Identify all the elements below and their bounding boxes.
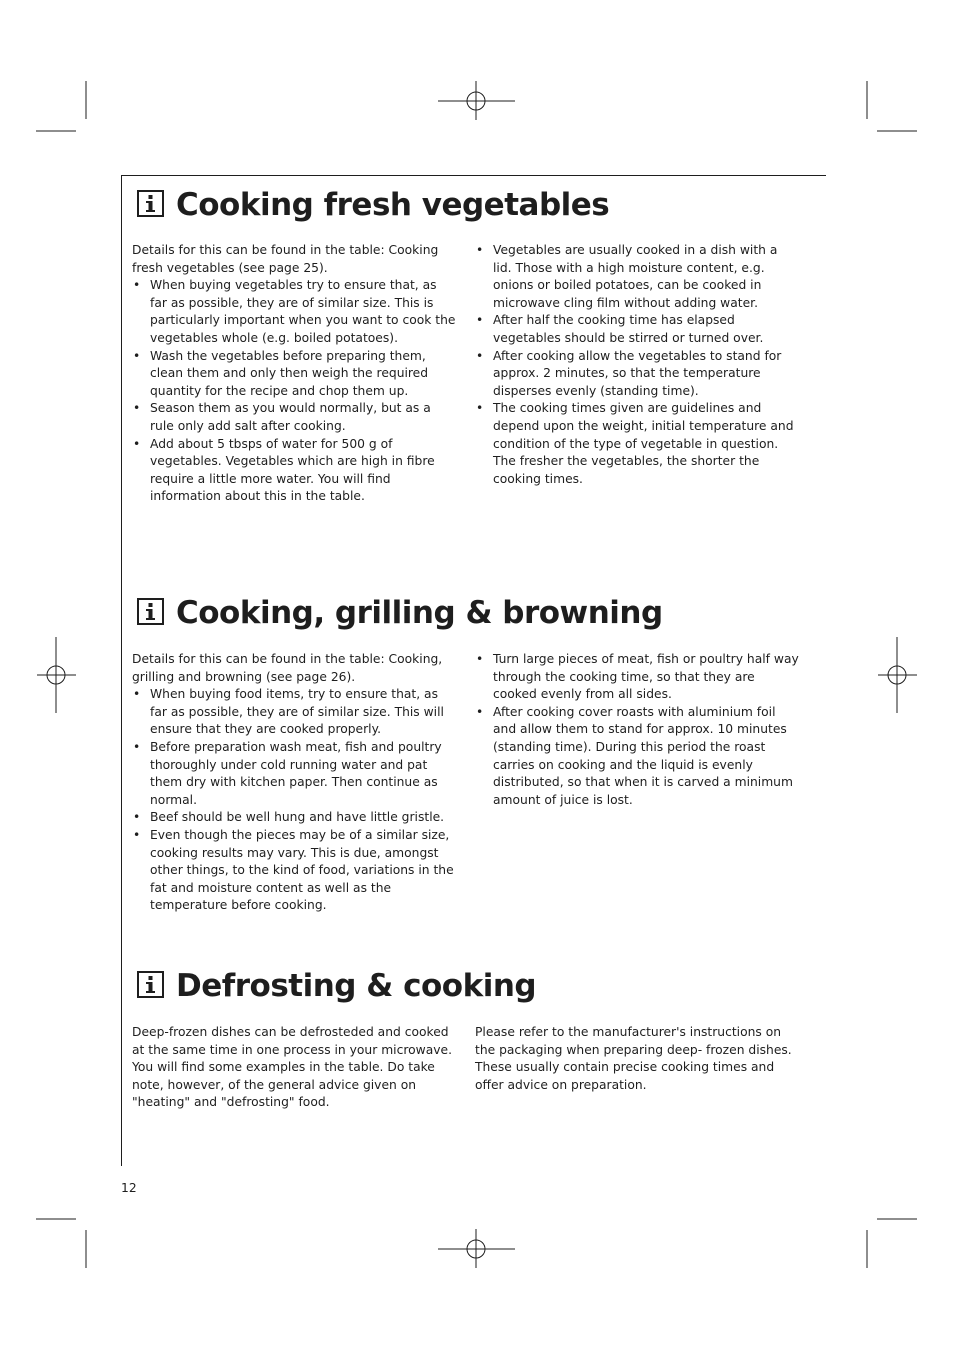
- grilling-right-column: [475, 651, 799, 809]
- info-icon: [137, 190, 164, 217]
- registration-mark-bottom: [438, 1229, 515, 1268]
- defrosting-left-column: [132, 1024, 456, 1112]
- list-item: • Wash the vegetables before preparing them, clean them and only then weigh the required quantity for the recipe and chop them up.: [132, 348, 456, 401]
- intro-text: Deep-frozen dishes can be defrosteded and cooked at the same time in one process in your microwave. You will find some examples in the table. Do take note, however, of the general advice given on "heating" and "defrosting" food.: [132, 1025, 453, 1110]
- grilling-left-column: [132, 651, 456, 915]
- bullet-list: [132, 686, 456, 915]
- intro-text: Details for this can be found in the table: Cooking, grilling and browning (see page 26).: [132, 652, 443, 684]
- list-item: • Turn large pieces of meat, fish or poultry half way through the cooking time, so that they are cooked evenly from all sides.: [475, 651, 799, 704]
- list-item: • Before preparation wash meat, fish and poultry thoroughly under cold running water and pat them dry with kitchen paper. Then continue as normal.: [132, 739, 456, 809]
- section-title-text: Cooking, grilling & browning: [176, 595, 663, 631]
- intro-text: Details for this can be found in the table: Cooking fresh vegetables (see page 25).: [132, 243, 439, 275]
- defrosting-right-column: [475, 1024, 799, 1094]
- intro-text: Please refer to the manufacturer's instructions on the packaging when preparing deep- frozen dishes. These usually contain precise cooking times and offer advice on preparation.: [475, 1025, 792, 1092]
- bullet-list: [475, 651, 799, 809]
- list-item: • Beef should be well hung and have little gristle.: [132, 809, 456, 827]
- bullet-list: [475, 242, 799, 488]
- registration-mark-right: [878, 637, 917, 713]
- list-item: • Even though the pieces may be of a similar size, cooking results may vary. This is due, amongst other things, to the kind of food, variations in the fat and moisture content as well as the temperature before cooking.: [132, 827, 456, 915]
- list-item: • The cooking times given are guidelines and depend upon the weight, initial temperature and condition of the type of vegetable in question. The fresher the vegetables, the shorter the cooking times.: [475, 400, 799, 488]
- list-item: • Season them as you would normally, but as a rule only add salt after cooking.: [132, 400, 456, 435]
- section-title-defrosting: [137, 966, 536, 1006]
- page-number: 12: [121, 1181, 137, 1195]
- section-title-text: Cooking fresh vegetables: [176, 187, 610, 223]
- info-icon: [137, 971, 164, 998]
- page-frame-top-rule: [121, 175, 826, 176]
- list-item: • Add about 5 tbsps of water for 500 g of vegetables. Vegetables which are high in fibre require a little more water. You will find information about this in the table.: [132, 436, 456, 506]
- vegetables-left-column: [132, 242, 456, 506]
- list-item: • When buying food items, try to ensure that, as far as possible, they are of similar size. This will ensure that they are cooked properly.: [132, 686, 456, 739]
- page-frame-left-rule: [121, 175, 122, 1166]
- registration-mark-left: [37, 637, 76, 713]
- list-item: • Vegetables are usually cooked in a dish with a lid. Those with a high moisture content, e.g. onions or boiled potatoes, can be cooked in microwave cling film without adding water.: [475, 242, 799, 312]
- section-title-grilling: [137, 593, 663, 633]
- list-item: • When buying vegetables try to ensure that, as far as possible, they are of similar size. This is particularly important when you want to cook the vegetables whole (e.g. boiled potatoes).: [132, 277, 456, 347]
- registration-mark-top: [438, 81, 515, 120]
- section-title-text: Defrosting & cooking: [176, 968, 537, 1004]
- list-item: • After half the cooking time has elapsed vegetables should be stirred or turned over.: [475, 312, 799, 347]
- info-icon: [137, 598, 164, 625]
- list-item: • After cooking cover roasts with aluminium foil and allow them to stand for approx. 10 minutes (standing time). During this period the roast carries on cooking and the liquid is evenly distributed, so that when it is carved a minimum amount of juice is lost.: [475, 704, 799, 810]
- list-item: • After cooking allow the vegetables to stand for approx. 2 minutes, so that the temperature disperses evenly (standing time).: [475, 348, 799, 401]
- section-title-vegetables: [137, 185, 609, 225]
- bullet-list: [132, 277, 456, 506]
- vegetables-right-column: [475, 242, 799, 488]
